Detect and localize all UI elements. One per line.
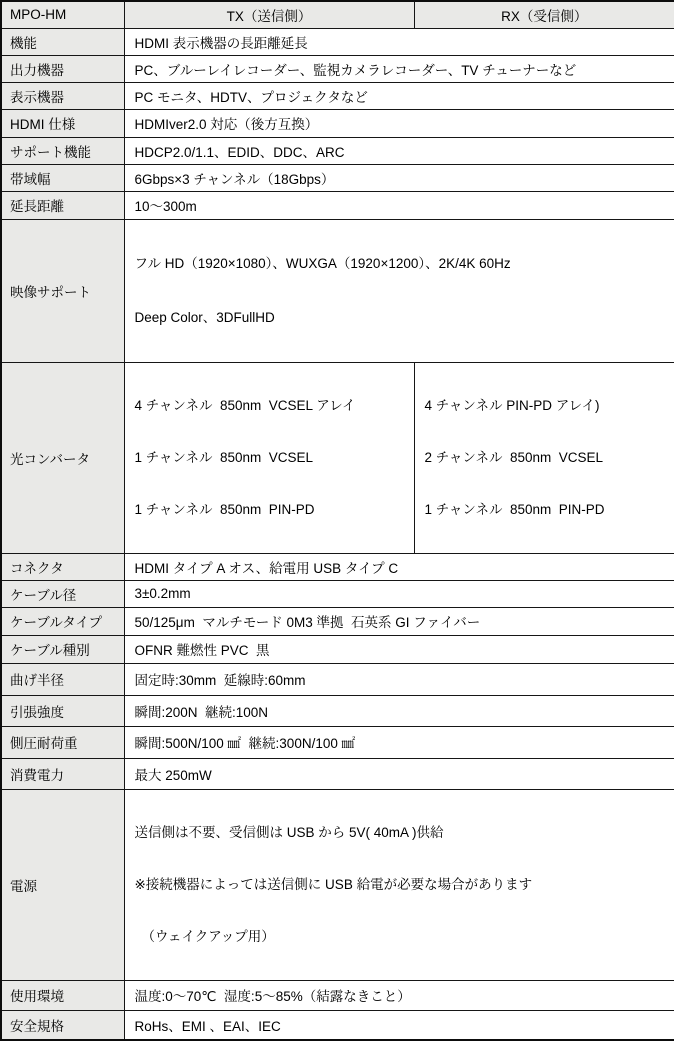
spec-row-supported-features — [1, 137, 674, 164]
row-value: 固定時:30mm 延線時:60mm — [124, 663, 674, 695]
value-line: 4 チャンネル PIN-PD アレイ) — [424, 397, 600, 413]
row-label: 映像サポート — [1, 219, 124, 362]
value-line: 2 チャンネル 850nm VCSEL — [424, 449, 603, 465]
row-value: 温度:0～70℃ 湿度:5～85%（結露なきこと） — [124, 980, 674, 1010]
row-value: PC、ブルーレイレコーダー、監視カメラレコーダー、TV チューナーなど — [124, 55, 674, 82]
tx-column-header: TX（送信側） — [124, 1, 414, 28]
row-value: 6Gbps×3 チャンネル（18Gbps） — [124, 164, 674, 191]
row-label: 使用環境 — [1, 980, 124, 1010]
value-line: フル HD（1920×1080）、WUXGA（1920×1200）、2K/4K 60Hz — [134, 255, 511, 271]
row-value: RoHs、EMI 、EAI、IEC — [124, 1010, 674, 1040]
spec-row-operating-environment — [1, 980, 674, 1010]
value-line: 1 チャンネル 850nm PIN-PD — [134, 501, 315, 517]
row-value: 10～300m — [124, 191, 674, 219]
header-row — [1, 1, 674, 28]
row-value: HDMI タイプ A オス、給電用 USB タイプ C — [124, 553, 674, 580]
spec-row-cable-class — [1, 635, 674, 663]
spec-row-extension-distance — [1, 191, 674, 219]
row-label: HDMI 仕様 — [1, 109, 124, 137]
row-value: OFNR 難燃性 PVC 黒 — [124, 635, 674, 663]
spec-row-video-support — [1, 219, 674, 362]
row-label: コネクタ — [1, 553, 124, 580]
spec-row-cable-type — [1, 607, 674, 635]
spec-row-tensile-strength — [1, 695, 674, 726]
row-value — [124, 219, 674, 362]
value-line: 1 チャンネル 850nm VCSEL — [134, 449, 313, 465]
row-label: 安全規格 — [1, 1010, 124, 1040]
row-value — [124, 789, 674, 980]
rx-column-header: RX（受信側） — [414, 1, 674, 28]
spec-row-display-devices — [1, 82, 674, 109]
spec-row-safety-standards — [1, 1010, 674, 1040]
value-line: Deep Color、3DFullHD — [134, 309, 275, 325]
optical-converter-tx-cell — [124, 362, 414, 553]
row-label: 電源 — [1, 789, 124, 980]
value-line: （ウェイクアップ用） — [141, 928, 275, 944]
row-value: PC モニタ、HDTV、プロジェクタなど — [124, 82, 674, 109]
row-label: 光コンバータ — [1, 362, 124, 553]
optical-converter-rx-cell — [414, 362, 674, 553]
row-label: 曲げ半径 — [1, 663, 124, 695]
value-line: 4 チャンネル 850nm VCSEL アレイ — [134, 397, 356, 413]
spec-row-crush-resistance — [1, 726, 674, 758]
row-label: ケーブル種別 — [1, 635, 124, 663]
row-value: 瞬間:500N/100 ㎟ 継続:300N/100 ㎟ — [124, 726, 674, 758]
row-value: HDMIver2.0 対応（後方互換） — [124, 109, 674, 137]
row-value: 最大 250mW — [124, 758, 674, 789]
row-label: ケーブル径 — [1, 580, 124, 607]
row-label: ケーブルタイプ — [1, 607, 124, 635]
row-label: 表示機器 — [1, 82, 124, 109]
row-value: 50/125μm マルチモード 0M3 準拠 石英系 GI ファイバー — [124, 607, 674, 635]
row-value: 3±0.2mm — [124, 580, 674, 607]
row-label: 出力機器 — [1, 55, 124, 82]
value-line: 送信側は不要、受信側は USB から 5V( 40mA )供給 — [134, 824, 444, 840]
value-line: 1 チャンネル 850nm PIN-PD — [424, 501, 605, 517]
spec-row-bend-radius — [1, 663, 674, 695]
row-label: サポート機能 — [1, 137, 124, 164]
spec-row-optical-converter — [1, 362, 674, 553]
spec-row-bandwidth — [1, 164, 674, 191]
spec-row-power-supply — [1, 789, 674, 980]
spec-row-connector — [1, 553, 674, 580]
row-label: 帯域幅 — [1, 164, 124, 191]
row-value: HDMI 表示機器の長距離延長 — [124, 28, 674, 55]
spec-row-power-consumption — [1, 758, 674, 789]
row-label: 消費電力 — [1, 758, 124, 789]
row-label: 引張強度 — [1, 695, 124, 726]
spec-row-output-devices — [1, 55, 674, 82]
row-label: 側圧耐荷重 — [1, 726, 124, 758]
product-name-cell: MPO-HM — [1, 1, 124, 28]
row-label: 機能 — [1, 28, 124, 55]
row-value: HDCP2.0/1.1、EDID、DDC、ARC — [124, 137, 674, 164]
row-value: 瞬間:200N 継続:100N — [124, 695, 674, 726]
row-label: 延長距離 — [1, 191, 124, 219]
value-line: ※接続機器によっては送信側に USB 給電が必要な場合があります — [134, 876, 533, 892]
spec-row-cable-diameter — [1, 580, 674, 607]
spec-row-hdmi-spec — [1, 109, 674, 137]
spec-row-function — [1, 28, 674, 55]
